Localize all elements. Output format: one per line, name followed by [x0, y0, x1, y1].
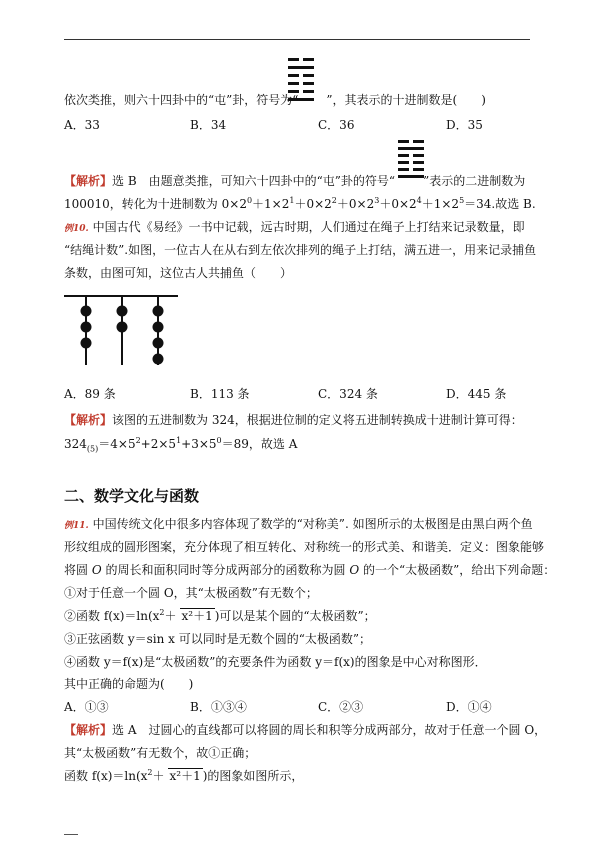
q9-calc-term: ＋0×2	[294, 197, 332, 211]
example-tag: 例11.	[64, 521, 89, 531]
q11-option-b[interactable]: B．①③④	[190, 700, 247, 714]
q9-calc-term: ＋0×2	[336, 197, 375, 211]
q10-analysis-line1	[64, 412, 523, 428]
q10-analysis-line2	[64, 436, 297, 452]
header-rule	[64, 39, 530, 40]
rope-middle	[117, 296, 128, 365]
analysis-tag: 【解析】	[64, 723, 113, 737]
analysis3-text-a: 函数 f(x)＝ln(x	[64, 769, 148, 783]
q11-item2: ②函数 $f(x)=\ln(x^2+ x^2+1$ )可以是某个圆的“太极函数”；	[64, 608, 376, 623]
q10-text-1: 中国古代《易经》一书中记载，远古时期，人们通过在绳子上打结来记录数量，即	[92, 220, 525, 234]
circle-o: O	[349, 563, 360, 577]
exp: 3	[374, 196, 380, 205]
q10-option-c[interactable]: C．324 条	[318, 387, 378, 401]
q11-item4: ④函数 y＝f(x)是“太极函数”的充要条件为函数 y＝f(x)的图象是中心对称图形．	[64, 655, 487, 669]
q11-line1	[64, 516, 533, 534]
q11-option-d[interactable]: D．①④	[446, 700, 492, 714]
q10-option-b[interactable]: B．113 条	[190, 387, 250, 401]
q10-line3: 条数，由图可知，这位古人共捕鱼（ ）	[64, 266, 293, 280]
q9-calc-term: ＋1×2	[421, 197, 460, 211]
q9-calc-term: ＋1×2	[252, 197, 290, 211]
q10-line1	[64, 219, 525, 237]
q11-text-3b: 的周长和面积同时等分成两部分的函数称为圆	[101, 563, 350, 577]
example-tag: 例10.	[64, 224, 89, 234]
q9-stem	[64, 92, 486, 108]
exp: 4	[416, 196, 422, 205]
knotted-rope-figure	[64, 293, 178, 373]
q11-ask: 其中正确的命题为( )	[64, 677, 194, 691]
q9-stem-end: ”，其表示的十进制数是( )	[326, 93, 486, 107]
q9-analysis-text-b: ”表示的二进制数为	[423, 174, 526, 188]
item2-text-c: )可以是某个圆的“太极函数”；	[214, 609, 376, 623]
item2-text-a: ②函数 f(x)＝ln(x	[64, 609, 160, 623]
q11-text-3a: 将圆	[64, 563, 92, 577]
q9-option-d[interactable]: D．35	[446, 118, 483, 132]
exp: 5	[459, 196, 465, 205]
exp: 2	[331, 196, 337, 205]
exp: 0	[246, 196, 253, 205]
base-subscript: (5)	[86, 444, 99, 454]
q11-line2: 形纹组成的圆形图案，充分体现了相互转化、对称统一的形式美、和谐美．定义：图象能够	[64, 540, 545, 554]
q11-analysis-line1	[64, 722, 546, 738]
calc-result: ＝89，故选 A	[221, 437, 298, 451]
q11-text-1: 中国传统文化中很多内容体现了数学的“对称美”. 如图所示的太极图是由黑白两个鱼	[92, 517, 533, 531]
q11-text-3c: 的一个“太极函数”，给出下列命题：	[359, 563, 556, 577]
exp: 2	[135, 436, 141, 445]
calc-term: +2×5	[140, 437, 177, 451]
rope-right	[153, 296, 164, 365]
exp: 1	[289, 196, 295, 205]
analysis3-plus: ＋	[152, 769, 165, 783]
sqrt-radicand: x²＋1	[169, 769, 201, 783]
q9-analysis-text-a: 选 B 由题意类推，可知六十四卦中的“屯”卦的符号“	[112, 174, 396, 188]
q11-analysis-line3: 函数 $f(x)=\ln(x^2+ x^2+1$ )的图象如图所示，	[64, 768, 304, 783]
q11-option-a[interactable]: A．①③	[64, 700, 109, 714]
item2-plus: ＋	[164, 609, 177, 623]
q11-analysis-line2: 其“太极函数”有无数个，故①正确；	[64, 746, 257, 760]
section-title: 二、数学文化与函数	[64, 487, 200, 505]
exp: 0	[216, 436, 222, 445]
q11-line3	[64, 562, 555, 578]
q9-option-a[interactable]: A．33	[64, 118, 100, 132]
q11-item3: ③正弦函数 y＝sin x 可以同时是无数个圆的“太极函数”；	[64, 632, 371, 646]
analysis3-text-c: )的图象如图所示，	[202, 769, 304, 783]
q10-option-d[interactable]: D．445 条	[446, 387, 507, 401]
q10-option-a[interactable]: A．89 条	[64, 387, 116, 401]
q9-analysis-line1	[64, 173, 525, 189]
calc-term: +3×5	[181, 437, 217, 451]
sqrt-radicand: x²＋1	[181, 609, 213, 623]
q9-option-c[interactable]: C．36	[318, 118, 355, 132]
q9-analysis-line2	[64, 196, 536, 212]
q9-stem-text: 依次类推，则六十四卦中的“屯”卦，符号为“	[64, 93, 299, 107]
footer-mark	[64, 834, 78, 835]
q9-calc-term: ＋0×2	[379, 197, 417, 211]
q9-calc-end: ＝34.故选 B.	[464, 197, 536, 211]
analysis-tag: 【解析】	[64, 174, 113, 188]
rope-left	[81, 296, 92, 365]
q9-option-b[interactable]: B．34	[190, 118, 227, 132]
q10-line2: “结绳计数”.如图，一位古人在从右到左依次排列的绳子上打结，满五进一，用来记录捕鱼	[64, 243, 537, 257]
q11-option-c[interactable]: C．②③	[318, 700, 364, 714]
q10-analysis-text: 该图的五进制数为 324，根据进位制的定义将五进制转换成十进制计算可得：	[112, 413, 523, 427]
circle-o: O	[91, 563, 102, 577]
exp: 1	[176, 436, 182, 445]
q9-calc-start: 100010，转化为十进制数为 0×2	[64, 197, 247, 211]
analysis-tag: 【解析】	[64, 413, 113, 427]
base5-number: 324	[64, 437, 87, 451]
q11-analysis-text: 选 A 过圆心的直线都可以将圆的周长和积等分成两部分，故对于任意一个圆 O，	[112, 723, 547, 737]
q11-item1: ①对于任意一个圆 O，其“太极函数”有无数个；	[64, 586, 318, 600]
calc-term: ＝4×5	[98, 437, 136, 451]
